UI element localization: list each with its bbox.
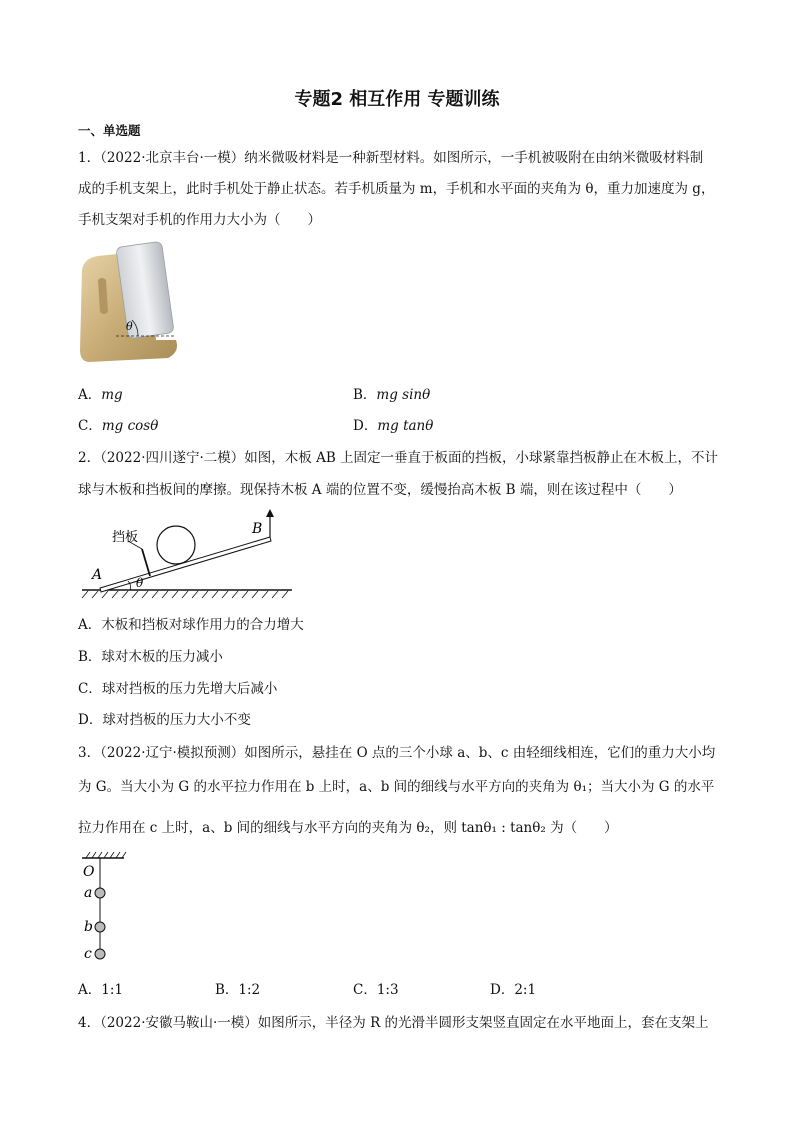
q3-option-c — [353, 978, 399, 998]
q2-label-a: A — [92, 567, 103, 583]
q1-option-c — [78, 414, 158, 434]
option-label: D． — [490, 982, 515, 998]
section-heading: 一、单选题 — [78, 123, 141, 138]
q2-option-c — [78, 677, 277, 697]
q3-label-b: b — [84, 919, 93, 935]
q1-line-2: 成的手机支架上，此时手机处于静止状态。若手机质量为 m，手机和水平面的夹角为 θ，重力加速度为 g， — [78, 181, 715, 197]
option-text: mg sinθ — [376, 387, 431, 403]
option-text: mg cosθ — [101, 418, 159, 434]
q2-line-1: 2．（2022·四川遂宁·二模）如图，木板 AB 上固定一垂直于板面的挡板，小球紧靠挡板静止在木板上，不计 — [78, 450, 719, 466]
q2-label-b: B — [252, 521, 263, 537]
option-text: 球对挡板的压力先增大后减小 — [101, 681, 278, 697]
q3-label-o: O — [83, 864, 95, 880]
q2-angle-label: θ — [136, 576, 144, 590]
q2-option-d — [78, 708, 251, 728]
option-text: 木板和挡板对球作用力的合力增大 — [101, 617, 304, 633]
q3-option-a — [78, 978, 123, 998]
q2-board-label: 挡板 — [112, 530, 139, 545]
q4-line-1: 4．（2022·安徽马鞍山·一模）如图所示，半径为 R 的光滑半圆形支架竖直固定在水平地面上，套在支架上 — [78, 1015, 709, 1031]
option-text: 球对木板的压力减小 — [101, 649, 223, 665]
option-label: C． — [78, 681, 102, 697]
q1-option-d — [353, 414, 433, 434]
option-label: D． — [78, 712, 103, 728]
q1-line-3: 手机支架对手机的作用力大小为（ ） — [78, 212, 321, 228]
q3-label-a: a — [84, 885, 93, 901]
q1-option-b — [353, 383, 430, 403]
option-text: 2:1 — [514, 982, 537, 998]
q3-line-2: 为 G。当大小为 G 的水平拉力作用在 b 上时，a、b 间的细线与水平方向的夹角为 θ₁；当大小为 G 的水平 — [78, 779, 715, 795]
option-label: B． — [78, 649, 102, 665]
q2-line-2: 球与木板和挡板间的摩擦。现保持木板 A 端的位置不变，缓慢抬高木板 B 端，则在该过程中（ ） — [78, 482, 682, 498]
q3-option-b — [215, 978, 260, 998]
q1-angle-label: θ — [126, 320, 133, 333]
option-text: 1:2 — [238, 982, 261, 998]
option-text: 1:1 — [101, 982, 123, 998]
option-label: A． — [78, 617, 102, 633]
q3-label-c: c — [84, 946, 92, 962]
option-label: B． — [215, 982, 239, 998]
q2-option-b — [78, 645, 223, 665]
option-label: C． — [353, 982, 377, 998]
option-text: 1:3 — [376, 982, 399, 998]
q3-line-1: 3．（2022·辽宁·模拟预测）如图所示，悬挂在 O 点的三个小球 a、b、c 由轻细线相连，它们的重力大小均 — [78, 745, 716, 761]
q1-line-1: 1．（2022·北京丰台·一模）纳米微吸材料是一种新型材料。如图所示，一手机被吸附在由纳米微吸材料制 — [78, 150, 704, 166]
phone-stand-figure — [76, 240, 184, 365]
q2-option-a — [78, 613, 304, 633]
option-label: A． — [78, 387, 102, 403]
option-label: B． — [353, 387, 377, 403]
option-label: A． — [78, 982, 102, 998]
option-text: mg tanθ — [377, 418, 434, 434]
incline-board-figure — [80, 505, 300, 605]
option-text: 球对挡板的压力大小不变 — [102, 712, 251, 728]
hanging-balls-figure — [78, 850, 128, 968]
q3-line-3: 拉力作用在 c 上时，a、b 间的细线与水平方向的夹角为 θ₂，则 tanθ₁ : tanθ₂ 为（ ） — [78, 820, 618, 836]
option-label: D． — [353, 418, 378, 434]
q3-option-d — [490, 978, 536, 998]
option-text: mg — [101, 387, 123, 403]
page-title: 专题2 相互作用 专题训练 — [294, 89, 500, 110]
q1-option-a — [78, 383, 123, 403]
option-label: C． — [78, 418, 102, 434]
